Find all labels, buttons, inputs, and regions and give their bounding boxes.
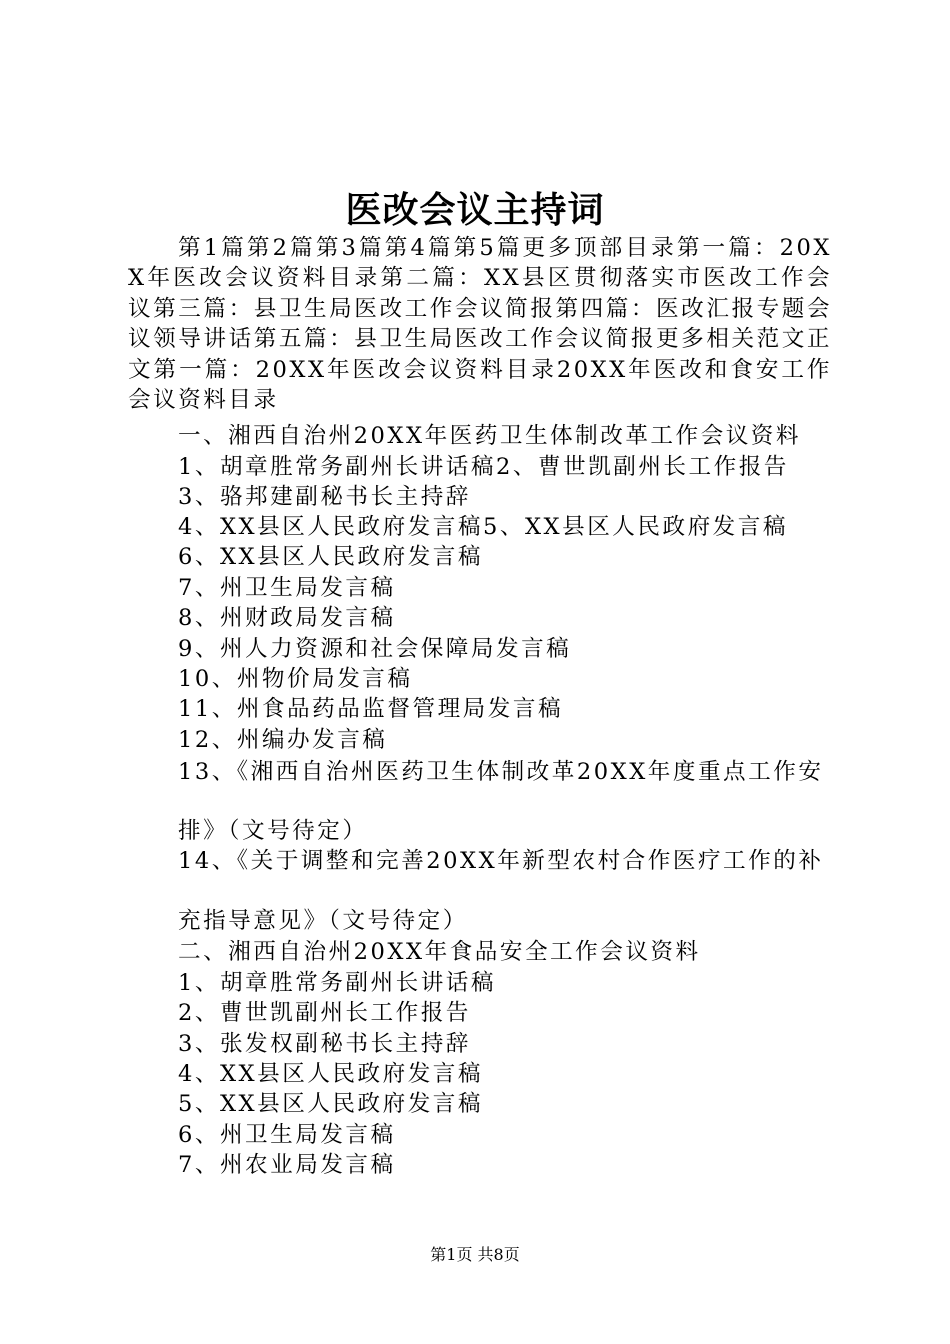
- list-item: 7、州农业局发言稿: [178, 1152, 396, 1178]
- list-item: 11、州食品药品监督管理局发言稿: [178, 696, 564, 722]
- list-item: 7、州卫生局发言稿: [178, 575, 396, 601]
- list-item: 1、胡章胜常务副州长讲话稿: [178, 970, 496, 996]
- list-item: 8、州财政局发言稿: [178, 605, 396, 631]
- list-item: 3、骆邦建副秘书长主持辞: [178, 484, 471, 510]
- list-item-continuation: 排》（文号待定）: [178, 818, 368, 844]
- list-item: 9、州人力资源和社会保障局发言稿: [178, 636, 572, 662]
- list-item: 1、胡章胜常务副州长讲话稿2、曹世凯副州长工作报告: [178, 454, 789, 480]
- list-item-continuation: 充指导意见》（文号待定）: [178, 908, 468, 934]
- section-heading-2: 二、湘西自治州20XX年食品安全工作会议资料: [178, 939, 701, 965]
- list-item: 5、XX县区人民政府发言稿: [178, 1091, 483, 1117]
- list-item: 4、XX县区人民政府发言稿: [178, 1061, 483, 1087]
- list-item: 12、州编办发言稿: [178, 727, 388, 753]
- page-footer: 第1页 共8页: [430, 1245, 520, 1264]
- list-item: 3、张发权副秘书长主持辞: [178, 1031, 471, 1057]
- list-item: 6、XX县区人民政府发言稿: [178, 544, 483, 570]
- list-item: 14、《关于调整和完善20XX年新型农村合作医疗工作的补: [178, 848, 824, 874]
- list-item: 4、XX县区人民政府发言稿5、XX县区人民政府发言稿: [178, 514, 788, 540]
- intro-paragraph: 第1篇第2篇第3篇第4篇第5篇更多顶部目录第一篇：20XX年医改会议资料目录第二篇：XX县区贯彻落实市医改工作会议第三篇：县卫生局医改工作会议简报第四篇：医改汇报专题会议领导讲话第五篇：县卫生局医改工作会议简报更多相关范文正文第一篇：20XX年医改会议资料目录20XX年医改和食安工作会议资料目录: [128, 235, 832, 414]
- document-title: 医改会议主持词: [345, 189, 605, 231]
- list-item: 2、曹世凯副州长工作报告: [178, 1000, 471, 1026]
- list-item: 13、《湘西自治州医药卫生体制改革20XX年度重点工作安: [178, 759, 824, 785]
- section-heading-1: 一、湘西自治州20XX年医药卫生体制改革工作会议资料: [178, 423, 801, 449]
- list-item: 6、州卫生局发言稿: [178, 1122, 396, 1148]
- list-item: 10、州物价局发言稿: [178, 666, 413, 692]
